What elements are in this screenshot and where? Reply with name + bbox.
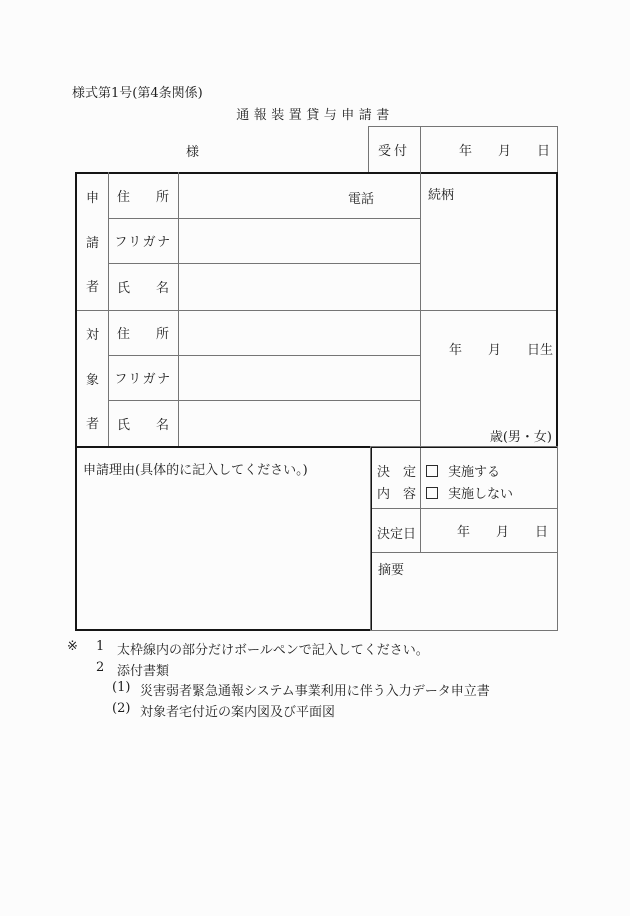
applicant-furigana-field[interactable] [178, 218, 420, 263]
decision-content-line: 決 定 [377, 465, 417, 480]
subject-name-label: 氏 名 [116, 417, 169, 433]
subject-side-char: 対 [85, 327, 99, 343]
decision-content-label [372, 448, 420, 508]
decision-content-line: 内 容 [377, 487, 417, 502]
subject-side-label [77, 311, 108, 445]
applicant-side-char: 請 [85, 235, 99, 251]
applicant-side-char: 者 [85, 280, 99, 296]
subject-furigana-field[interactable] [178, 355, 420, 400]
addressee-suffix: 様 [186, 145, 200, 160]
summary-field[interactable] [372, 552, 558, 631]
subject-furigana-label: フリガナ [114, 372, 172, 387]
page-title: 通報装置貸与申請書 [236, 108, 394, 123]
note-item-text: 太枠線内の部分だけボールペンで記入してください。 [117, 643, 429, 658]
attachment-text: 災害弱者緊急通報システム事業利用に伴う入力データ申立書 [140, 684, 490, 699]
summary-label: 摘要 [378, 563, 405, 578]
note-item-number: 2 [96, 660, 105, 675]
subject-birthdate-field[interactable] [420, 310, 558, 446]
option-label: 実施する [448, 465, 501, 480]
reason-field[interactable] [77, 448, 370, 629]
decision-option-not-implement[interactable] [426, 483, 513, 502]
relationship-label: 続柄 [428, 188, 455, 203]
checkbox-implement-icon[interactable] [426, 465, 438, 477]
applicant-furigana-label: フリガナ [114, 235, 172, 250]
birthdate-label: 年 月 日生 [448, 343, 553, 358]
applicant-side-char: 申 [85, 190, 99, 206]
decision-date-label: 決定日 [377, 527, 417, 542]
decision-date-field[interactable]: 年 月 日 [456, 524, 548, 540]
note-marker: ※ [67, 639, 78, 654]
decision-option-implement[interactable] [426, 461, 500, 480]
age-gender-label: 歳(男・女) [489, 430, 552, 445]
attachment-number: (2) [112, 701, 131, 716]
applicant-phone-label: 電話 [348, 192, 375, 207]
reception-date-field[interactable]: 年 月 日 [458, 143, 550, 159]
applicant-name-field[interactable] [178, 263, 420, 310]
subject-side-char: 者 [85, 417, 99, 433]
subject-address-label: 住 所 [116, 327, 169, 342]
applicant-address-label: 住 所 [116, 189, 169, 205]
subject-address-field[interactable] [178, 310, 420, 355]
applicant-side-label [77, 174, 108, 308]
reception-label: 受付 [377, 143, 410, 159]
subject-side-char: 象 [85, 372, 99, 388]
subject-name-field[interactable] [178, 400, 420, 446]
form-number: 様式第1号(第4条関係) [72, 86, 203, 101]
note-item-text: 添付書類 [117, 664, 170, 679]
applicant-name-label: 氏 名 [116, 281, 169, 296]
note-item-number: 1 [96, 639, 105, 654]
option-label: 実施しない [448, 487, 514, 502]
checkbox-not-implement-icon[interactable] [426, 487, 438, 499]
attachment-text: 対象者宅付近の案内図及び平面図 [140, 705, 336, 720]
reason-label: 申請理由(具体的に記入してください。) [83, 463, 308, 478]
attachment-number: (1) [112, 680, 131, 695]
applicant-address-field[interactable] [178, 172, 420, 218]
relationship-field[interactable] [420, 172, 558, 310]
